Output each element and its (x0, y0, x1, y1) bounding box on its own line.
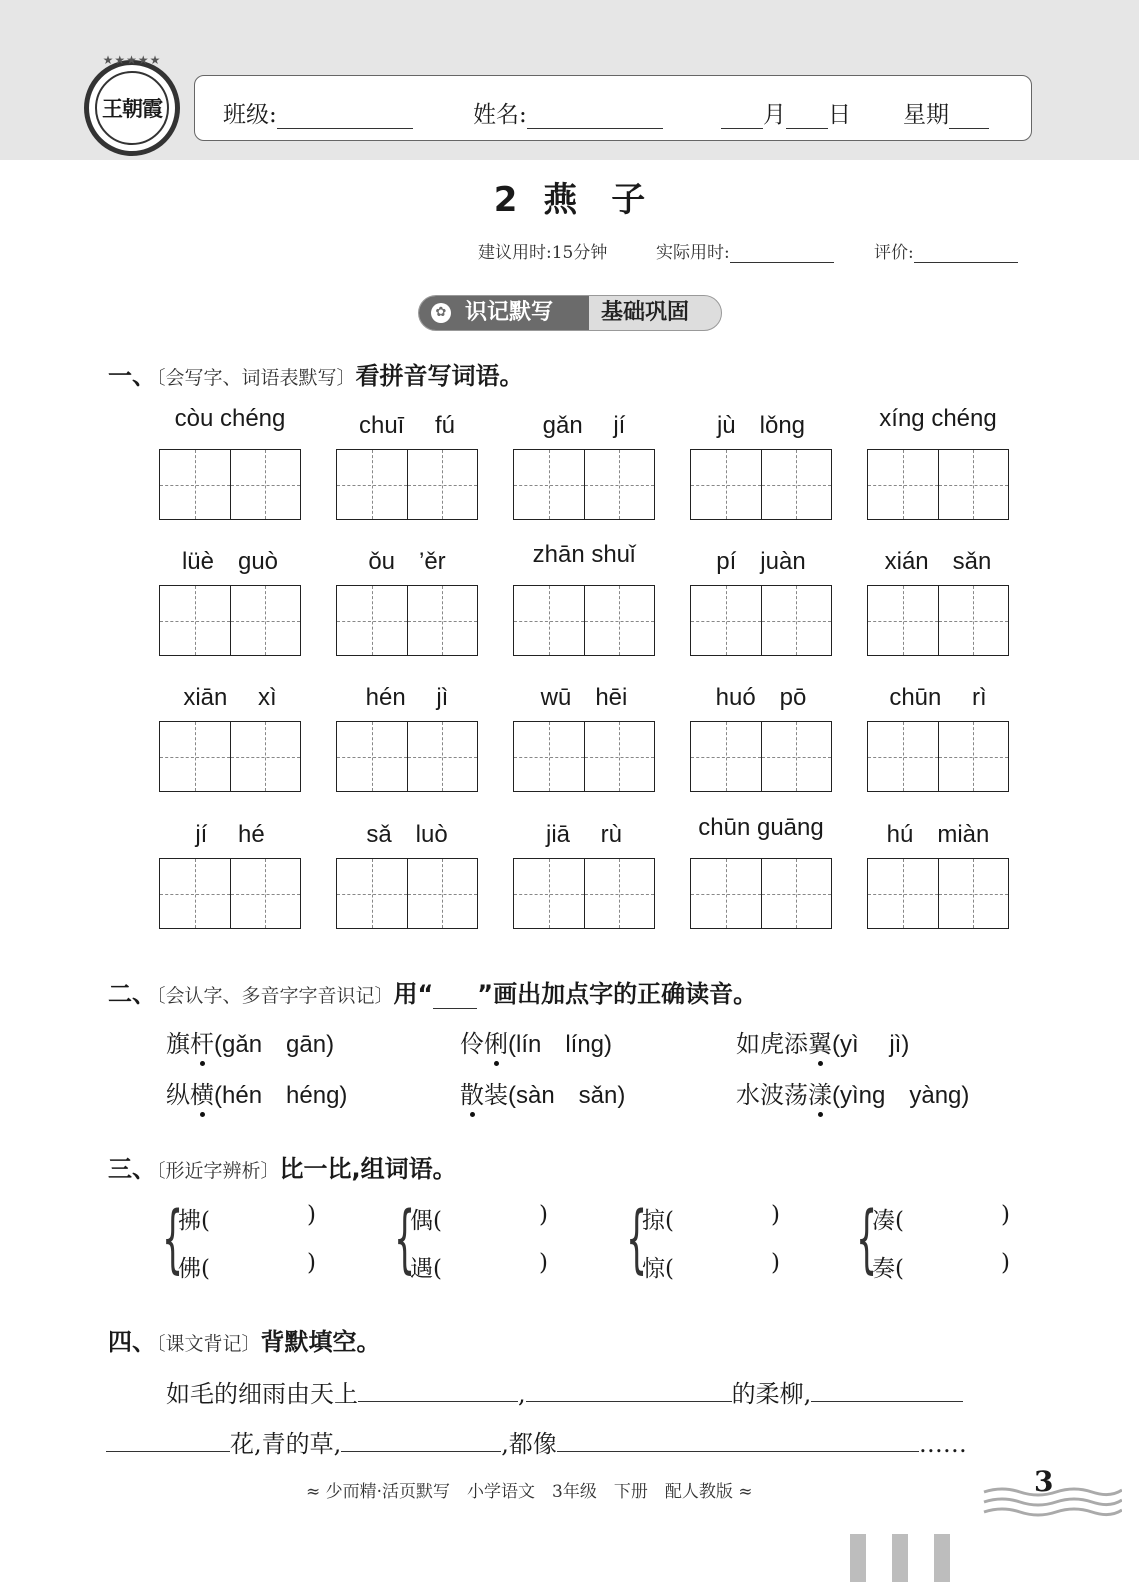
fill-blank[interactable] (526, 1379, 732, 1402)
pinyin-label: chūn rì (889, 684, 987, 711)
day-blank[interactable] (786, 108, 828, 129)
fill-blank[interactable] (106, 1429, 230, 1452)
class-label: 班级: (223, 102, 277, 128)
writing-grid[interactable] (513, 858, 655, 929)
q2-item[interactable]: 如虎添翼(yì jì) (736, 1030, 910, 1058)
month-label: 月 (763, 102, 786, 128)
grid-cell[interactable] (408, 586, 478, 655)
month-blank[interactable] (721, 108, 763, 129)
q2-item[interactable]: 纵横(hén héng) (166, 1081, 348, 1109)
grid-cell[interactable] (762, 450, 832, 519)
q3-word-input[interactable]: 遇( (410, 1256, 442, 1282)
grid-cell[interactable] (939, 450, 1009, 519)
grid-cell[interactable] (691, 586, 762, 655)
q1-tag: 〔会写字、词语表默写〕 (156, 367, 356, 389)
grid-cell[interactable] (585, 450, 655, 519)
dotted-char: 横 (190, 1081, 214, 1109)
grid-cell[interactable] (337, 722, 408, 791)
grid-cell[interactable] (868, 722, 939, 791)
pinyin-label: pí juàn (716, 548, 806, 575)
q2-instruction-pre: 用“ (393, 980, 434, 1008)
grid-cell[interactable] (514, 722, 585, 791)
q4-instruction: 背默填空。 (260, 1328, 381, 1356)
grid-cell[interactable] (231, 450, 301, 519)
grid-cell[interactable] (160, 450, 231, 519)
pinyin-label: xiān xì (183, 684, 277, 711)
grid-cell[interactable] (585, 722, 655, 791)
lesson-title (0, 172, 1139, 221)
q2-item[interactable]: 散装(sàn sǎn) (460, 1081, 626, 1109)
grid-cell[interactable] (939, 586, 1009, 655)
pinyin-label: sǎ luò (366, 821, 448, 848)
grid-cell[interactable] (337, 859, 408, 928)
pinyin-label: jù lǒng (716, 412, 806, 439)
pinyin-label: jiā rù (545, 821, 623, 848)
dotted-char: 散 (460, 1081, 484, 1109)
grid-cell[interactable] (514, 586, 585, 655)
q2-item[interactable]: 伶俐(lín líng) (460, 1030, 613, 1058)
grid-cell[interactable] (408, 859, 478, 928)
writing-grid[interactable] (159, 585, 301, 656)
footer-text: ≈ 少而精·活页默写 小学语文 3年级 下册 配人教版 ≈ (306, 1482, 753, 1502)
writing-grid[interactable] (690, 858, 832, 929)
weekday-label: 星期 (903, 102, 949, 128)
fill-blank[interactable] (557, 1429, 919, 1452)
q1-heading (108, 356, 524, 391)
day-label: 日 (828, 102, 851, 128)
grid-cell[interactable] (691, 859, 762, 928)
q1-instruction: 看拼音写词语。 (355, 362, 524, 390)
evaluation-label: 评价: (874, 243, 914, 263)
edge-mark (850, 1534, 866, 1582)
pinyin-label: huó pō (715, 684, 807, 711)
class-blank[interactable] (277, 108, 413, 129)
q4-tag: 〔课文背记〕 (156, 1333, 261, 1355)
pinyin-label: zhān shuǐ (532, 541, 636, 568)
writing-grid[interactable] (867, 585, 1009, 656)
grid-cell[interactable] (585, 859, 655, 928)
brace-icon: { (626, 1196, 648, 1282)
grid-cell[interactable] (868, 586, 939, 655)
writing-grid[interactable] (159, 449, 301, 520)
q4-line-1: 如毛的细雨由天上 , 的柔柳, (166, 1374, 963, 1409)
fill-blank[interactable] (358, 1379, 518, 1402)
badge-dark-label: 识记默写 (465, 300, 554, 325)
writing-grid[interactable] (336, 858, 478, 929)
grid-cell[interactable] (514, 859, 585, 928)
pinyin-options[interactable]: (gǎn gān) (214, 1031, 335, 1058)
q3-pair: { 拂( ) 佛( ) (162, 1196, 316, 1282)
date-field[interactable] (721, 96, 851, 129)
writing-grid[interactable] (690, 585, 832, 656)
medal-icon: ✿ (431, 303, 451, 323)
grid-cell[interactable] (762, 859, 832, 928)
grid-cell[interactable] (337, 450, 408, 519)
q2-underline-sample (433, 988, 477, 1009)
grid-cell[interactable] (160, 586, 231, 655)
writing-grid[interactable] (867, 449, 1009, 520)
pinyin-label: còu chéng (174, 405, 286, 432)
pinyin-options[interactable]: (hén héng) (214, 1082, 348, 1109)
pinyin-options[interactable]: (yìng yàng) (832, 1082, 970, 1109)
q3-word-input[interactable]: 拂( (178, 1208, 210, 1234)
writing-grid[interactable] (336, 449, 478, 520)
lesson-name: 燕 子 (543, 180, 646, 220)
q3-word-input[interactable]: 偶( (410, 1208, 442, 1234)
q3-word-input[interactable]: 掠( (642, 1208, 674, 1234)
grid-cell[interactable] (691, 722, 762, 791)
writing-grid[interactable] (336, 721, 478, 792)
writing-grid[interactable] (513, 449, 655, 520)
stars-decoration: ★★★★★ (102, 53, 162, 67)
class-field[interactable] (223, 96, 413, 129)
grid-cell[interactable] (337, 586, 408, 655)
badge-dark (419, 296, 589, 330)
grid-cell[interactable] (160, 859, 231, 928)
fill-blank[interactable] (341, 1429, 501, 1452)
dotted-char: 漾 (808, 1081, 832, 1109)
name-blank[interactable] (527, 108, 663, 129)
pinyin-label: xíng chéng (879, 405, 997, 432)
q2-heading (108, 974, 757, 1009)
q4-heading (108, 1322, 381, 1357)
grid-cell[interactable] (691, 450, 762, 519)
publisher-logo (84, 53, 180, 156)
pinyin-label: jí hé (195, 821, 265, 848)
writing-grid[interactable] (690, 721, 832, 792)
q3-word-input[interactable]: 惊( (642, 1256, 674, 1282)
pinyin-label: gǎn jí (542, 412, 626, 439)
weekday-blank[interactable] (949, 108, 989, 129)
grid-cell[interactable] (939, 722, 1009, 791)
section-badge (418, 295, 722, 331)
weekday-field[interactable] (903, 96, 989, 129)
grid-cell[interactable] (231, 586, 301, 655)
grid-cell[interactable] (939, 859, 1009, 928)
pinyin-label: lüè guò (181, 548, 279, 575)
q3-pair: { 凑( ) 奏( ) (856, 1196, 1010, 1282)
brace-icon: { (856, 1196, 878, 1282)
name-label: 姓名: (473, 102, 527, 128)
lesson-number: 2 (493, 180, 518, 220)
page-number: 3 (1034, 1465, 1054, 1498)
writing-grid[interactable] (867, 858, 1009, 929)
q2-item[interactable]: 水波荡漾(yìng yàng) (736, 1081, 970, 1109)
pinyin-label: wū hēi (540, 684, 628, 711)
dotted-char: 俐 (484, 1030, 508, 1058)
actual-time (656, 238, 834, 263)
edge-mark (892, 1534, 908, 1582)
grid-cell[interactable] (868, 450, 939, 519)
q3-word-input[interactable]: 佛( (178, 1256, 210, 1282)
pinyin-options[interactable]: (lín líng) (508, 1031, 613, 1058)
grid-cell[interactable] (585, 586, 655, 655)
q2-number: 二、 (108, 980, 156, 1008)
grid-cell[interactable] (408, 722, 478, 791)
q3-word-input[interactable]: 奏( (872, 1256, 904, 1282)
grid-cell[interactable] (514, 450, 585, 519)
q3-word-input[interactable]: 凑( (872, 1208, 904, 1234)
grid-cell[interactable] (408, 450, 478, 519)
pinyin-label: hén jì (365, 684, 449, 711)
brace-icon: { (394, 1196, 416, 1282)
q3-tag: 〔形近字辨析〕 (156, 1160, 280, 1182)
grid-cell[interactable] (231, 859, 301, 928)
q2-instruction-post: ”画出加点字的正确读音。 (477, 980, 758, 1008)
writing-grid[interactable] (513, 585, 655, 656)
q4-line-2: 花,青的草, ,都像 …… (106, 1424, 967, 1459)
dotted-char: 翼 (808, 1030, 832, 1058)
writing-grid[interactable] (336, 585, 478, 656)
grid-cell[interactable] (762, 586, 832, 655)
pinyin-label: chuī fú (358, 412, 456, 439)
badge-light-label: 基础巩固 (601, 300, 690, 325)
suggested-time: 建议用时:15分钟 (478, 243, 608, 263)
q2-tag: 〔会认字、多音字字音识记〕 (156, 985, 394, 1007)
pinyin-options[interactable]: (sàn sǎn) (508, 1082, 626, 1109)
q3-number: 三、 (108, 1155, 156, 1183)
fill-blank[interactable] (811, 1379, 963, 1402)
actual-time-label: 实际用时: (656, 243, 730, 263)
name-field[interactable] (473, 96, 663, 129)
pinyin-options[interactable]: (yì jì) (832, 1031, 910, 1058)
writing-grid[interactable] (513, 721, 655, 792)
q3-pair: { 掠( ) 惊( ) (626, 1196, 780, 1282)
logo-text: 王朝霞 (102, 96, 162, 121)
q2-item[interactable]: 旗杆(gǎn gān) (166, 1030, 335, 1058)
writing-grid[interactable] (690, 449, 832, 520)
actual-time-blank[interactable] (730, 246, 834, 263)
q1-number: 一、 (108, 362, 156, 390)
dotted-char: 杆 (190, 1030, 214, 1058)
writing-grid[interactable] (159, 721, 301, 792)
grid-cell[interactable] (868, 859, 939, 928)
writing-grid[interactable] (159, 858, 301, 929)
pinyin-label: ǒu ’ěr (368, 548, 446, 575)
evaluation (874, 238, 1018, 263)
student-info-box (194, 75, 1032, 141)
pinyin-label: xián sǎn (884, 548, 992, 575)
grid-cell[interactable] (762, 722, 832, 791)
brace-icon: { (162, 1196, 184, 1282)
q4-number: 四、 (108, 1328, 156, 1356)
q3-heading (108, 1149, 457, 1184)
evaluation-blank[interactable] (914, 246, 1018, 263)
writing-grid[interactable] (867, 721, 1009, 792)
q3-pair: { 偶( ) 遇( ) (394, 1196, 548, 1282)
q3-instruction: 比一比,组词语。 (279, 1155, 457, 1183)
pinyin-label: hú miàn (886, 821, 990, 848)
edge-mark (934, 1534, 950, 1582)
grid-cell[interactable] (231, 722, 301, 791)
wave-decoration-icon (982, 1484, 1122, 1518)
grid-cell[interactable] (160, 722, 231, 791)
pinyin-label: chūn guāng (698, 814, 824, 841)
